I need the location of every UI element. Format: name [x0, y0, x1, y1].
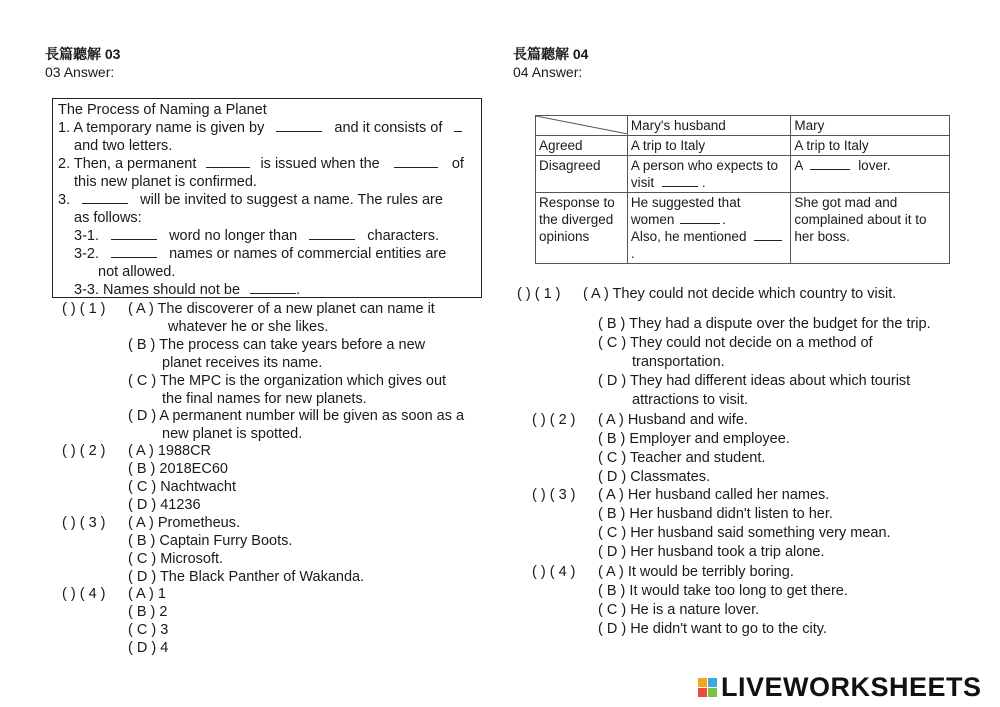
- lq2-option-b[interactable]: ( B ) 2018EC60: [128, 461, 228, 477]
- lq1-option-c-cont: the final names for new planets.: [162, 391, 367, 407]
- rq3-option-d[interactable]: ( D ) Her husband took a trip alone.: [598, 544, 825, 560]
- diagonal-line: [536, 116, 628, 134]
- rq3-option-b[interactable]: ( B ) Her husband didn't listen to her.: [598, 506, 833, 522]
- rq2-option-a[interactable]: ( A ) Husband and wife.: [598, 412, 748, 428]
- box-line-1: 1. A temporary name is given by and it consists of: [58, 119, 462, 137]
- row-agreed-husband: A trip to Italy: [627, 136, 791, 156]
- rq4-option-b[interactable]: ( B ) It would take too long to get there.: [598, 583, 848, 599]
- box-line-2: 2. Then, a permanent is issued when the of: [58, 156, 464, 172]
- lq3-option-b[interactable]: ( B ) Captain Furry Boots.: [128, 533, 293, 549]
- rq2-option-b[interactable]: ( B ) Employer and employee.: [598, 431, 790, 447]
- table-corner: [536, 116, 628, 136]
- rq2-option-d[interactable]: ( D ) Classmates.: [598, 469, 710, 485]
- blank-5[interactable]: [82, 191, 128, 204]
- lq2-prefix[interactable]: ( ) ( 2 ): [62, 443, 106, 459]
- rq4-option-d[interactable]: ( D ) He didn't want to go to the city.: [598, 621, 827, 637]
- lq3-option-d[interactable]: ( D ) The Black Panther of Wakanda.: [128, 569, 365, 585]
- blank-t3[interactable]: [680, 211, 720, 224]
- header-husband: Mary's husband: [627, 116, 791, 136]
- rq4-option-a[interactable]: ( A ) It would be terribly boring.: [598, 564, 794, 580]
- box-line-2b: this new planet is confirmed.: [74, 174, 257, 190]
- lq4-prefix[interactable]: ( ) ( 4 ): [62, 586, 106, 602]
- rq1-option-d[interactable]: ( D ) They had different ideas about which tourist: [598, 373, 911, 389]
- box-line-3: 3. will be invited to suggest a name. The rules are: [58, 192, 443, 208]
- lq3-option-a[interactable]: ( A ) Prometheus.: [128, 515, 241, 531]
- lq2-option-c[interactable]: ( C ) Nachtwacht: [128, 479, 236, 495]
- rq1-option-c[interactable]: ( C ) They could not decide on a method of: [598, 335, 873, 351]
- row-response-husband: He suggested that women . Also, he mentioned .: [627, 193, 791, 264]
- lq3-option-c[interactable]: ( C ) Microsoft.: [128, 551, 224, 567]
- lq2-option-a[interactable]: ( A ) 1988CR: [128, 443, 212, 459]
- blank-t4[interactable]: [754, 228, 782, 241]
- lq1-option-b-cont: planet receives its name.: [162, 355, 323, 371]
- right-subtitle: 04 Answer:: [513, 64, 583, 80]
- rq1-option-c-cont: transportation.: [632, 354, 725, 370]
- lq4-option-d[interactable]: ( D ) 4: [128, 640, 169, 656]
- rq3-option-a[interactable]: ( A ) Her husband called her names.: [598, 487, 830, 503]
- rq2-option-c[interactable]: ( C ) Teacher and student.: [598, 450, 766, 466]
- lq4-option-a[interactable]: ( A ) 1: [128, 586, 166, 602]
- right-title: 長篇聽解 04: [513, 46, 589, 62]
- blank-6[interactable]: [111, 227, 157, 240]
- box-line-1b: and two letters.: [74, 138, 173, 154]
- rq3-option-c[interactable]: ( C ) Her husband said something very mean.: [598, 525, 891, 541]
- lq4-option-c[interactable]: ( C ) 3: [128, 622, 169, 638]
- box-rule-2b: not allowed.: [98, 264, 176, 280]
- blank-4[interactable]: [394, 155, 438, 168]
- left-title: 長篇聽解 03: [45, 46, 121, 62]
- logo-cube-icon: [698, 678, 717, 697]
- blank-1[interactable]: [276, 119, 322, 132]
- lq1-option-b[interactable]: ( B ) The process can take years before a new: [128, 337, 426, 353]
- lq1-option-a-cont: whatever he or she likes.: [168, 319, 329, 335]
- opinion-table: [535, 115, 950, 264]
- lq1-option-d-cont: new planet is spotted.: [162, 426, 303, 442]
- logo-text: LIVEWORKSHEETS: [721, 672, 982, 702]
- box-rule-3: 3-3. Names should not be .: [74, 282, 301, 298]
- box-rule-1: 3-1. word no longer than characters.: [74, 228, 440, 244]
- box-heading: The Process of Naming a Planet: [58, 102, 267, 118]
- blank-7[interactable]: [309, 227, 355, 240]
- rq1-option-a[interactable]: ( A ) They could not decide which country to visit.: [583, 286, 897, 302]
- row-disagreed-label: Disagreed: [536, 156, 628, 193]
- blank-2[interactable]: [454, 119, 462, 132]
- lq1-option-c[interactable]: ( C ) The MPC is the organization which gives out: [128, 373, 447, 389]
- rq3-prefix[interactable]: ( ) ( 3 ): [532, 487, 576, 503]
- rq1-option-d-cont: attractions to visit.: [632, 392, 749, 408]
- rq1-option-b[interactable]: ( B ) They had a dispute over the budget for the trip.: [598, 316, 931, 332]
- rq2-prefix[interactable]: ( ) ( 2 ): [532, 412, 576, 428]
- lq2-option-d[interactable]: ( D ) 41236: [128, 497, 201, 513]
- row-disagreed-husband: A person who expects to visit .: [627, 156, 791, 193]
- blank-t2[interactable]: [810, 157, 850, 170]
- row-agreed-mary: A trip to Italy: [791, 136, 950, 156]
- blank-8[interactable]: [111, 245, 157, 258]
- row-agreed-label: Agreed: [536, 136, 628, 156]
- row-disagreed-mary: A lover.: [791, 156, 950, 193]
- lq3-prefix[interactable]: ( ) ( 3 ): [62, 515, 106, 531]
- lq1-prefix[interactable]: ( ) ( 1 ): [62, 301, 106, 317]
- lq1-option-a[interactable]: ( A ) The discoverer of a new planet can name it: [128, 301, 435, 317]
- blank-t1[interactable]: [662, 174, 698, 187]
- lq4-option-b[interactable]: ( B ) 2: [128, 604, 168, 620]
- lq1-option-d[interactable]: ( D ) A permanent number will be given as soon as a: [128, 408, 465, 424]
- row-response-mary: She got mad and complained about it to her boss.: [791, 193, 950, 264]
- blank-9[interactable]: [250, 281, 296, 294]
- blank-3[interactable]: [206, 155, 250, 168]
- liveworksheets-logo[interactable]: [698, 672, 982, 703]
- box-line-3b: as follows:: [74, 210, 142, 226]
- rq4-option-c[interactable]: ( C ) He is a nature lover.: [598, 602, 760, 618]
- rq1-prefix[interactable]: ( ) ( 1 ): [517, 286, 561, 302]
- row-response-label: Response to the diverged opinions: [536, 193, 628, 264]
- rq4-prefix[interactable]: ( ) ( 4 ): [532, 564, 576, 580]
- box-rule-2: 3-2. names or names of commercial entities are: [74, 246, 447, 262]
- header-mary: Mary: [791, 116, 950, 136]
- left-subtitle: 03 Answer:: [45, 64, 115, 80]
